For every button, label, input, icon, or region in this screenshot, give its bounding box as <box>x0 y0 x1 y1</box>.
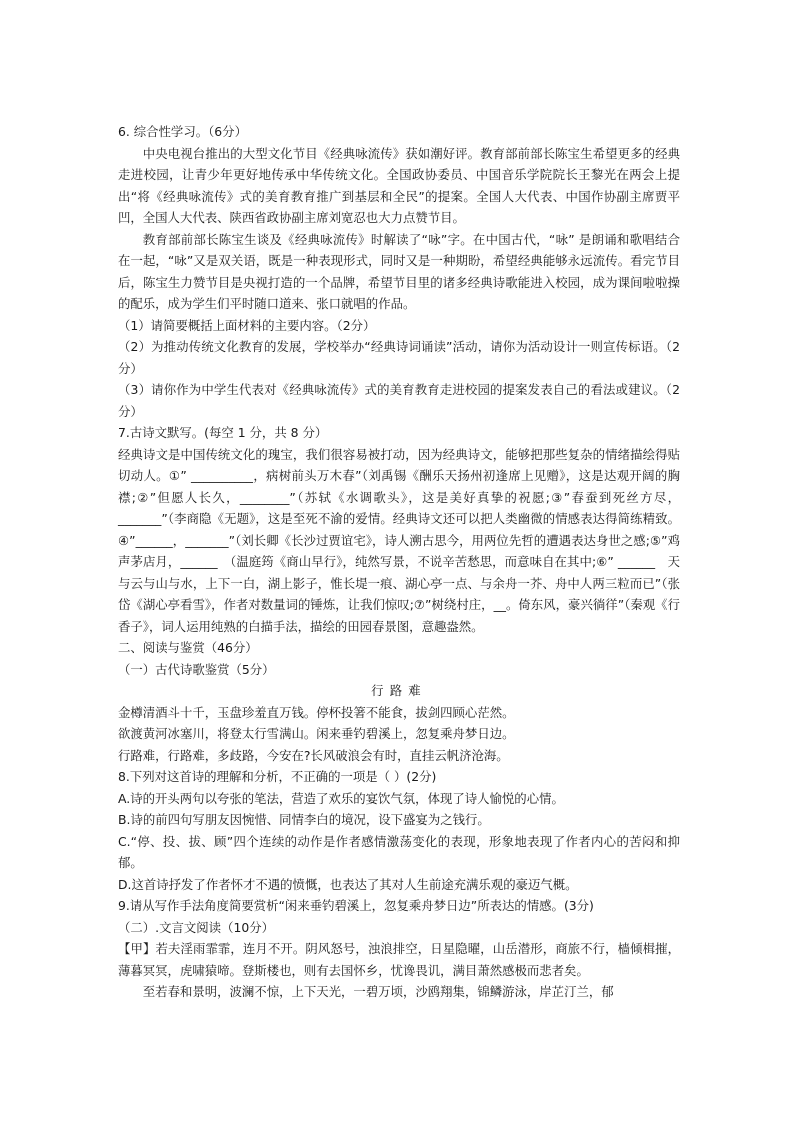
wenyan-paragraph-2: 至若春和景明，波澜不惊，上下天光，一碧万顷，沙鸥翔集，锦鳞游泳，岸芷汀兰，郁 <box>142 984 614 999</box>
poem-title: 行路难 <box>371 683 427 698</box>
wenyan-paragraph-1: 【甲】若夫淫雨霏霏，连月不开。阴风怒号，浊浪排空，日星隐曜，山岳潜形，商旅不行，樯倾楫摧，薄暮冥冥，虎啸猿啼。登斯楼也，则有去国怀乡，忧谗畏讥，满目萧然感极而悲者矣。 <box>118 941 680 978</box>
q6-subquestion-2: （2）为推动传统文化教育的发展，学校举办“经典诗词诵读”活动，请你为活动设计一则宣传标语。（2分） <box>118 339 680 376</box>
section2-sub1: （一）古代诗歌鉴赏（5分） <box>118 661 275 677</box>
poem-line-2: 欲渡黄河冰塞川，将登太行雪满山。闲来垂钓碧溪上，忽复乘舟梦日边。 <box>118 726 515 741</box>
q6-heading: 6. 综合性学习。（6分） <box>118 124 247 139</box>
q6-paragraph-2: 教育部前部长陈宝生谈及《经典咏流传》时解读了“咏”字。在中国古代，“咏” 是朗诵和歌唱结合在一起，“咏”又是双关语，既是一种表现形式，同时又是一种期盼，希望经典能够永远流传。看完节目后，陈宝生力赞节目是央视打造的一个品牌，希望节目里的诸多经典诗歌能进入校园，成为课间啦啦操的配乐，成为学生们平时随口道来、张口就唱的作品。 <box>118 231 680 311</box>
q7-heading: 7.古诗文默写。(每空 1 分，共 8 分） <box>118 425 328 440</box>
q8-option-a: A.诗的开头两句以夸张的笔法，营造了欢乐的宴饮气氛，体现了诗人愉悦的心情。 <box>118 790 564 806</box>
exam-page <box>118 121 680 1003</box>
q6-subquestion-3: （3）请你作为中学生代表对《经典咏流传》式的美育教育走进校园的提案发表自己的看法或建议。（2分） <box>118 382 680 419</box>
q6-paragraph-1: 中央电视台推出的大型文化节目《经典咏流传》获如潮好评。教育部前部长陈宝生希望更多的经典走进校园，让青少年更好地传承中华传统文化。全国政协委员、中国音乐学院院长王黎光在两会上提出“将《经典咏流传》式的美育教育推广到基层和全民”的提案。全国人大代表、中国作协副主席贾平凹，全国人大代表、陕西省政协副主席刘宽忍也大力点赞节目。 <box>118 145 680 225</box>
q8-stem: 8.下列对这首诗的理解和分析，不正确的一项是（ ）(2分) <box>118 769 437 784</box>
q6-subquestion-1: （1）请简要概括上面材料的主要内容。（2分） <box>118 317 376 333</box>
section2-heading: 二、阅读与鉴赏（46分） <box>118 640 258 655</box>
q7-body: 经典诗文是中国传统文化的瑰宝，我们很容易被打动，因为经典诗文，能够把那些复杂的情绪描绘得贴切动人。①” __________，病树前头万木春”（刘禹锡《酬乐天扬州初逢席上见赠》，这是达观开阔的胸襟;②”但愿人长久，________”（苏轼《水调歌头》，这是美好真挚的祝愿;③”春蚕到死丝方尽，_______”（李商隐《无题》，这是至死不渝的爱情。经典诗文还可以把人类幽微的情感表达得简练精致。④”______，_______”（刘长卿《长沙过贾谊宅》，诗人溯古思今，用两位先哲的遭遇表达身世之感;⑤”鸡声茅店月，______ （温庭筠《商山早行》，纯然写景，不说辛苦愁思，而意味自在其中;⑥” ______ 天与云与山与水，上下一白，湖上影子，惟长堤一痕、湖心亭一点、与余舟一芥、舟中人两三粒而已”（张岱《湖心亭看雪》，作者对数量词的锤炼，让我们惊叹;⑦”树绕村庄，__。倚东风，豪兴徜徉”（秦观《行香子》，词人运用纯熟的白描手法，描绘的田园春景图，意趣盎然。 <box>118 446 680 634</box>
wenyan-heading: （二）.文言文阅读（10分） <box>118 919 275 935</box>
q8-option-c: C.“停、投、拔、顾”四个连续的动作是作者感情激荡变化的表现，形象地表现了作者内心的苦闷和抑郁。 <box>118 833 680 870</box>
q8-option-d: D.这首诗抒发了作者怀才不遇的愤慨，也表达了其对人生前途充满乐观的豪迈气概。 <box>118 876 578 892</box>
q9-stem: 9.请从写作手法角度简要赏析“闲来垂钓碧溪上，忽复乘舟梦日边”所表达的情感。(3分) <box>118 898 594 913</box>
poem-line-3: 行路难，行路难，多歧路，今安在?长风破浪会有时，直挂云帆济沧海。 <box>118 747 509 763</box>
q8-option-b: B.诗的前四句写朋友因惋惜、同情李白的境况，设下盛宴为之钱行。 <box>118 812 490 827</box>
poem-line-1: 金樽清酒斗十千，玉盘珍羞直万钱。停杯投箸不能食，拔剑四顾心茫然。 <box>118 704 515 720</box>
